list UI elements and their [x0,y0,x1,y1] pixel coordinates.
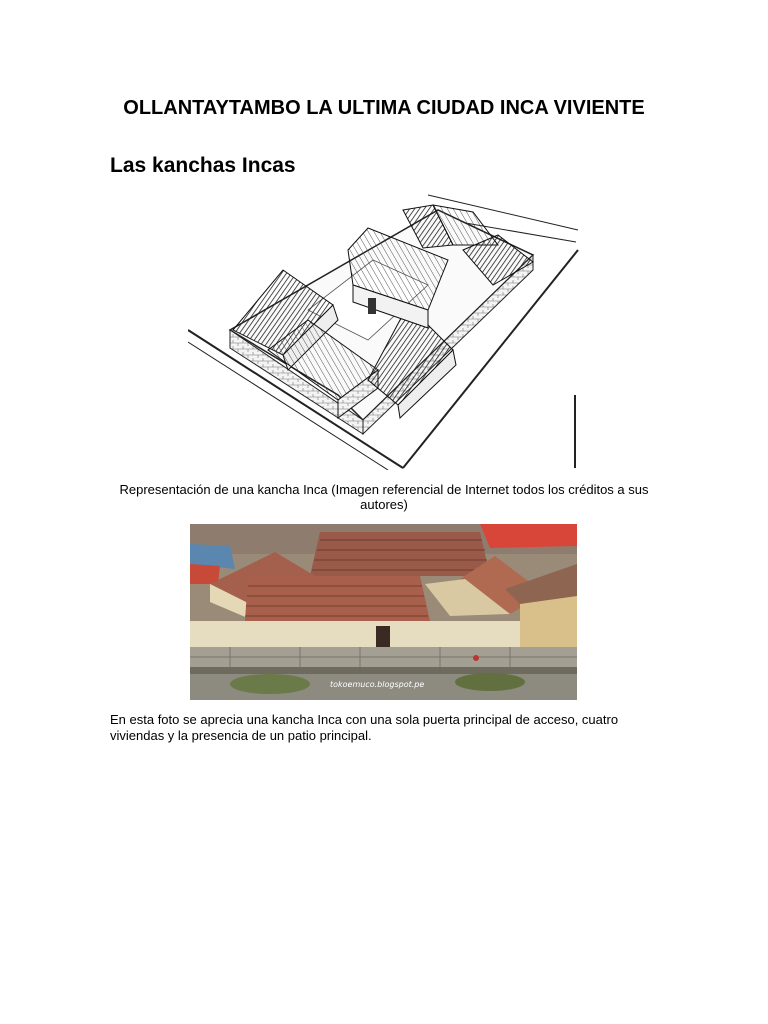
body-paragraph: En esta foto se aprecia una kancha Inca con una sola puerta principal de acceso, cuatro viviendas y la presencia de un patio principal. [110,712,619,743]
figure-caption: Representación de una kancha Inca (Imagen referencial de Internet todos los créditos a sus autores) [119,482,649,512]
section-heading: Las kanchas Incas [110,154,296,177]
kancha-illustration [188,190,580,470]
photo-watermark: tokoemuco.blogspot.pe [330,680,425,689]
kancha-photo [190,524,577,700]
document-title: OLLANTAYTAMBO LA ULTIMA CIUDAD INCA VIVIENTE [123,97,645,119]
